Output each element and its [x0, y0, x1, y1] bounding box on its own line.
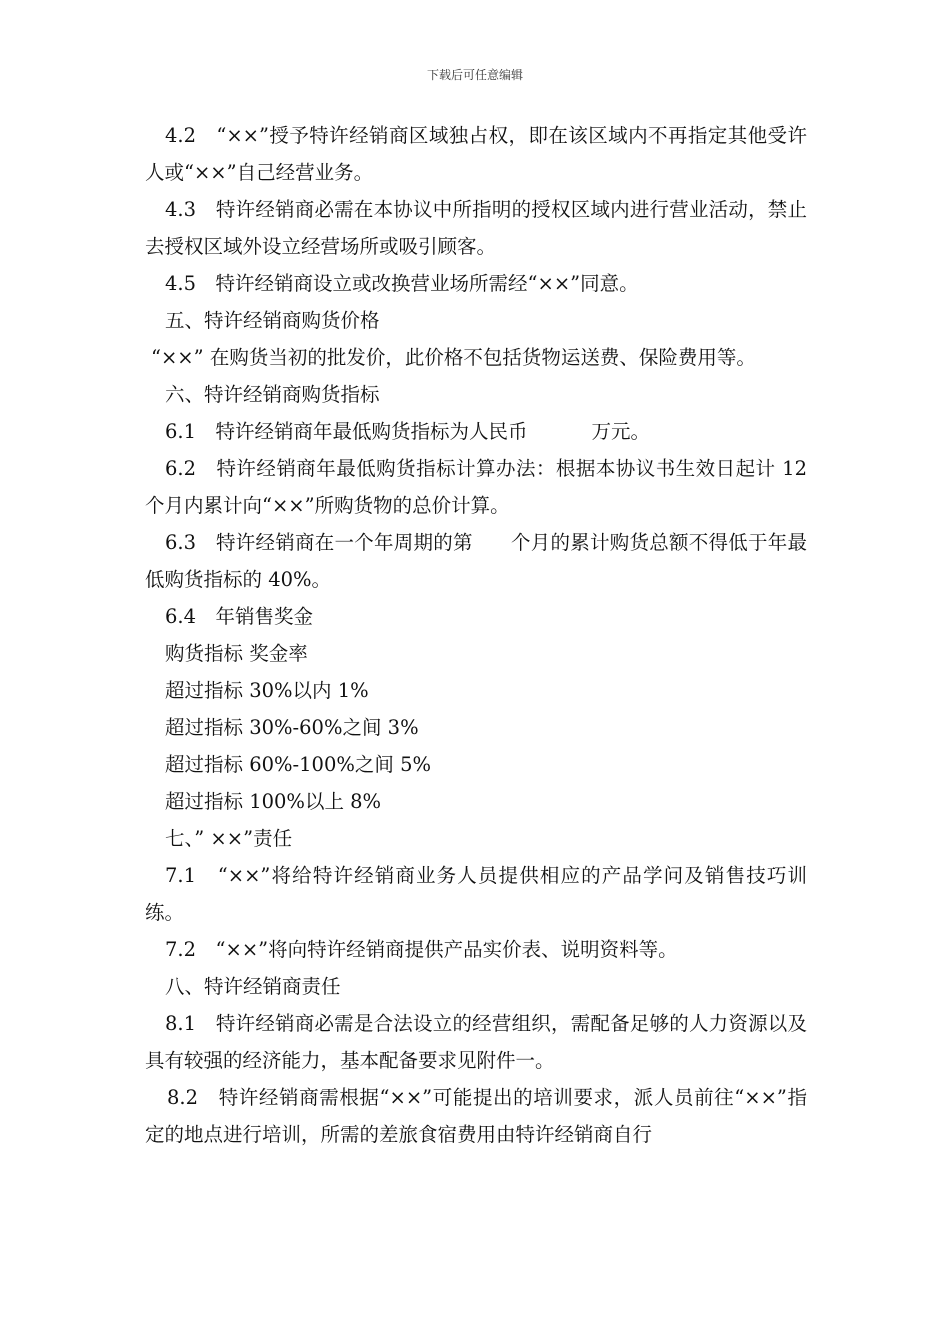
clause-6-1-unit: 万元。: [591, 420, 651, 443]
section-7-heading: 七、” ××”责任: [165, 827, 293, 850]
clause-6-3-text: 6.3 特许经销商在一个年周期的第: [165, 531, 473, 554]
bonus-table-header: 购货指标 奖金率: [165, 642, 308, 665]
section-5-heading: 五、特许经销商购货价格: [165, 309, 380, 332]
document-body: [145, 117, 807, 1153]
clause-6-3: [145, 524, 807, 598]
section-8-heading: 八、特许经销商责任: [165, 975, 341, 998]
clause-7-1: 7.1 “××”将给特许经销商业务人员提供相应的产品学问及销售技巧训练。: [145, 864, 807, 924]
clause-4-5: 4.5 特许经销商设立或改换营业场所需经“××”同意。: [165, 272, 639, 295]
clause-8-1: 8.1 特许经销商必需是合法设立的经营组织，需配备足够的人力资源以及具有较强的经济能力，基本配备要求见附件一。: [145, 1012, 807, 1072]
clause-7-2: 7.2 “××”将向特许经销商提供产品实价表、说明资料等。: [165, 938, 678, 961]
clause-6-4: 6.4 年销售奖金: [165, 605, 314, 628]
clause-8-2: 8.2 特许经销商需根据“××”可能提出的培训要求，派人员前往“××”指定的地点进行培训，所需的差旅食宿费用由特许经销商自行: [145, 1086, 807, 1146]
bonus-row-4: 超过指标 100%以上 8%: [165, 790, 382, 813]
clause-6-3-rest: 个月的累计购货总额不得低于年最低购货指标的 40%。: [145, 531, 807, 591]
clause-6-1: [145, 413, 807, 450]
clause-4-2: 4.2 “××”授予特许经销商区域独占权，即在该区域内不再指定其他受许人或“××”自己经营业务。: [145, 124, 807, 184]
page-header: 下载后可任意编辑: [426, 68, 523, 82]
bonus-row-1: 超过指标 30%以内 1%: [165, 679, 369, 702]
bonus-row-3: 超过指标 60%-100%之间 5%: [165, 753, 432, 776]
clause-6-2: 6.2 特许经销商年最低购货指标计算办法：根据本协议书生效日起计 12 个月内累计向“××”所购货物的总价计算。: [145, 457, 807, 517]
clause-4-3: 4.3 特许经销商必需在本协议中所指明的授权区域内进行营业活动，禁止去授权区域外设立经营场所或吸引顾客。: [145, 198, 807, 258]
section-6-heading: 六、特许经销商购货指标: [165, 383, 380, 406]
bonus-row-2: 超过指标 30%-60%之间 3%: [165, 716, 419, 739]
section-5-text: “××” 在购货当初的批发价，此价格不包括货物运送费、保险费用等。: [151, 346, 756, 369]
clause-6-1-text: 6.1 特许经销商年最低购货指标为人民币: [165, 420, 528, 443]
